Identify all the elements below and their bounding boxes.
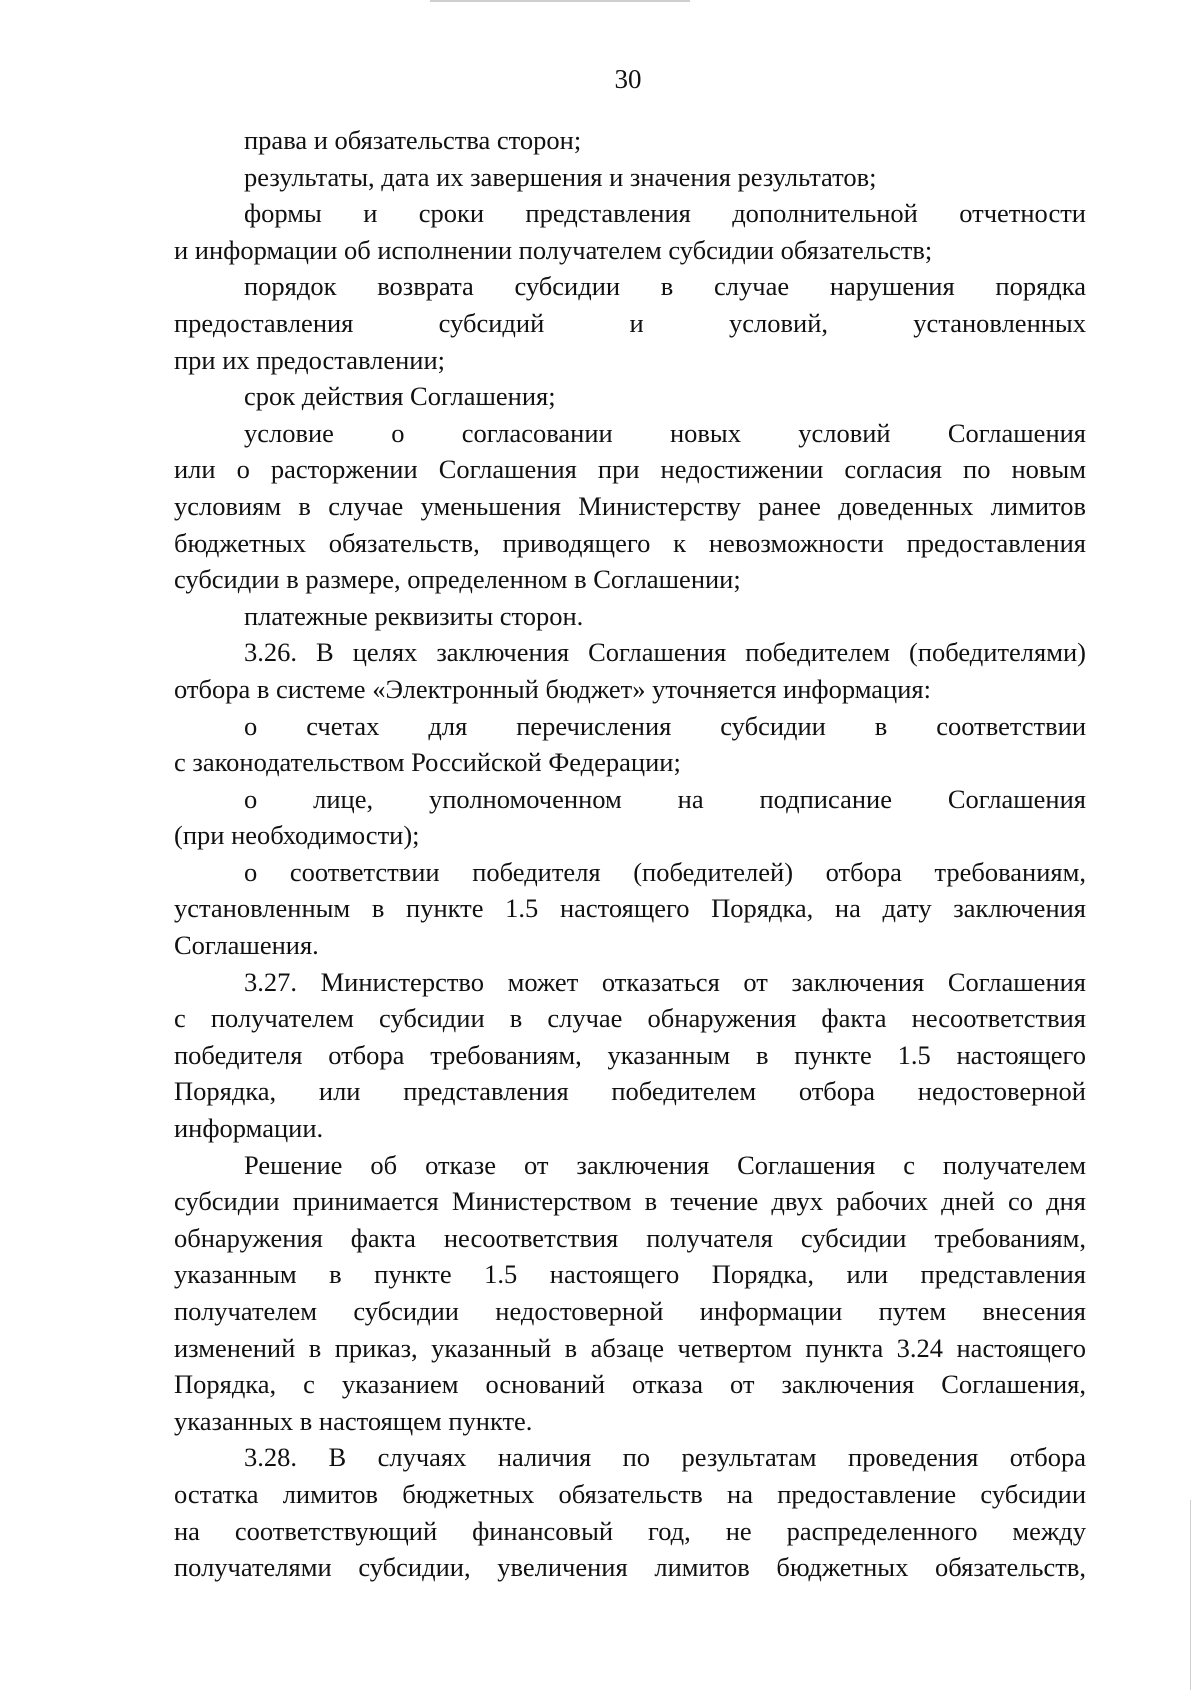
text-line: победителя отбора требованиям, указанным в пункте 1.5 настоящего [174,1039,1086,1070]
text-line: права и обязательства сторон; [244,125,582,155]
text-line: отбора в системе «Электронный бюджет» уточняется информация: [174,673,931,704]
scan-edge-top [430,0,690,2]
text-line: с получателем субсидии в случае обнаружения факта несоответствия [174,1003,1086,1034]
body-text [174,122,1086,1586]
text-line: о лице, уполномоченном на подписание Соглашения [244,783,1086,814]
text-line: с законодательством Российской Федерации; [174,747,681,778]
text-line: на соответствующий финансовый год, не распределенного между [174,1515,1086,1546]
text-line: при их предоставлении; [174,344,446,375]
text-line: субсидии в размере, определенном в Соглашении; [174,564,741,595]
text-line: или о расторжении Соглашения при недостижении согласия по новым [174,454,1086,485]
text-line: условие о согласовании новых условий Соглашения [244,417,1086,448]
text-line: обнаружения факта несоответствия получателя субсидии требованиям, [174,1222,1086,1253]
text-line: результаты, дата их завершения и значения результатов; [244,161,877,192]
text-line: предоставления субсидий и условий, установленных [174,307,1086,338]
text-line: бюджетных обязательств, приводящего к невозможности предоставления [174,527,1086,558]
page-number: 30 [614,64,642,94]
text-line: указанным в пункте 1.5 настоящего Порядка, или представления [174,1259,1086,1290]
text-line: и информации об исполнении получателем субсидии обязательств; [174,234,933,265]
text-line: срок действия Соглашения; [244,381,556,412]
text-line: формы и сроки представления дополнительной отчетности [244,198,1086,229]
text-line: платежные реквизиты сторон. [244,600,584,631]
text-line: остатка лимитов бюджетных обязательств на предоставление субсидии [174,1478,1086,1509]
text-line: (при необходимости); [174,820,420,851]
text-line: Соглашения. [174,930,319,961]
text-line: субсидии принимается Министерством в течение двух рабочих дней со дня [174,1186,1086,1217]
text-line: установленным в пункте 1.5 настоящего Порядка, на дату заключения [174,893,1086,924]
text-line: Порядка, с указанием оснований отказа от заключения Соглашения, [174,1369,1086,1400]
text-line: информации. [174,1113,324,1144]
scan-edge-right [1190,1500,1191,1690]
text-line: Решение об отказе от заключения Соглашения с получателем [244,1149,1086,1180]
text-line: условиям в случае уменьшения Министерству ранее доведенных лимитов [174,490,1086,521]
text-line: 3.26. В целях заключения Соглашения победителем (победителями) [244,637,1086,668]
text-line: 3.27. Министерство может отказаться от заключения Соглашения [244,966,1086,997]
text-line: 3.28. В случаях наличия по результатам проведения отбора [244,1442,1086,1473]
text-line: указанных в настоящем пункте. [174,1405,533,1436]
text-line: изменений в приказ, указанный в абзаце четвертом пункта 3.24 настоящего [174,1332,1086,1363]
text-line: получателем субсидии недостоверной информации путем внесения [174,1296,1086,1326]
text-line: Порядка, или представления победителем отбора недостоверной [174,1076,1086,1107]
text-line: порядок возврата субсидии в случае нарушения порядка [244,271,1086,302]
text-line: о счетах для перечисления субсидии в соответствии [244,710,1086,741]
text-line: получателями субсидии, увеличения лимитов бюджетных обязательств, [174,1552,1086,1583]
text-line: о соответствии победителя (победителей) отбора требованиям, [244,856,1086,887]
